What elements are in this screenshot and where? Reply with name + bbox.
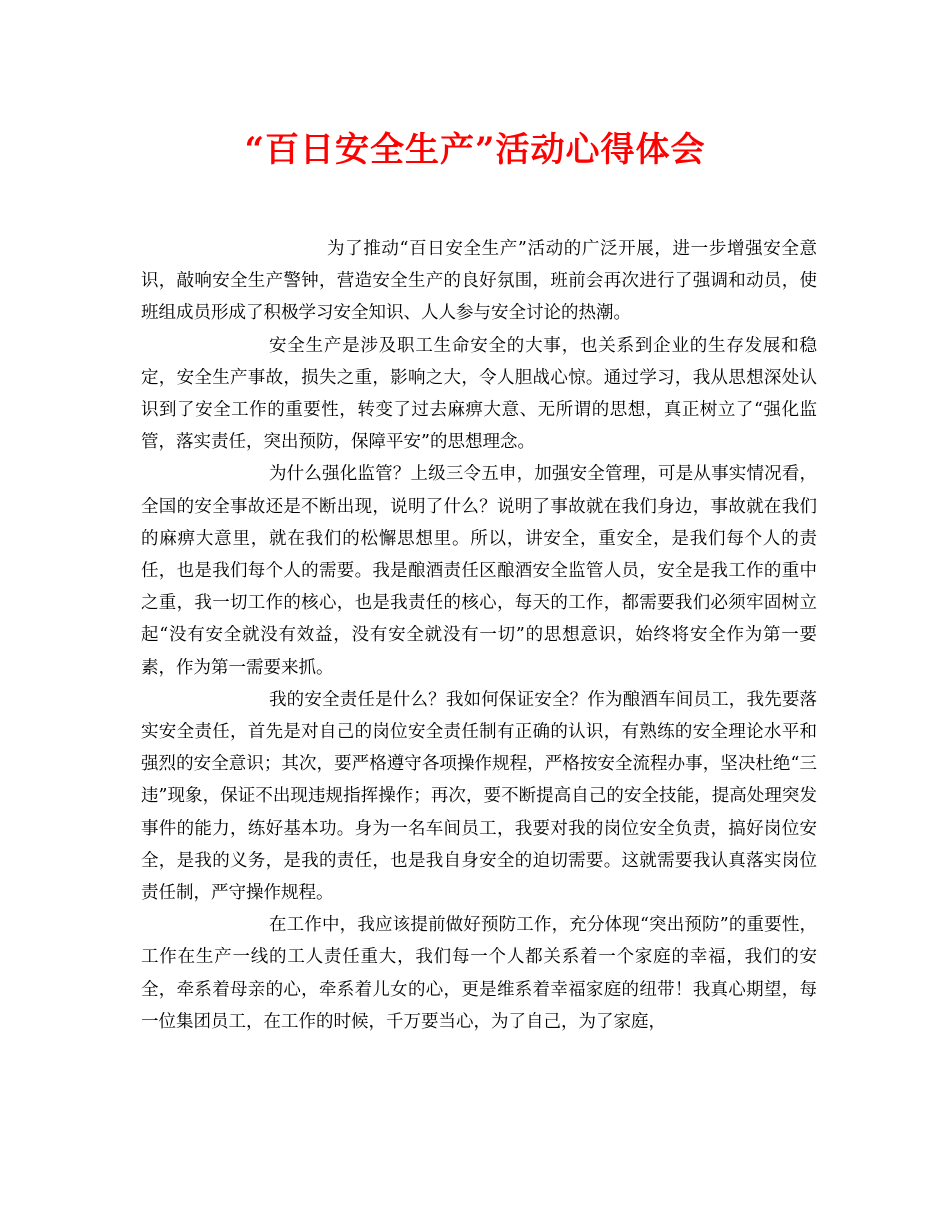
document-title: “百日安全生产”活动心得体会 [244,130,706,170]
document-body [141,233,817,1038]
paragraph-3: 为什么强化监管？上级三令五申，加强安全管理，可是从事实情况看，全国的安全事故还是不断出现，说明了什么？说明了事故就在我们身边，事故就在我们的麻痹大意里，就在我们的松懈思想里。所以，讲安全，重安全，是我们每个人的责任，也是我们每个人的需要。我是酿酒责任区酿酒安全监管人员，安全是我工作的重中之重，我一切工作的核心，也是我责任的核心，每天的工作，都需要我们必须牢固树立起“没有安全就没有效益，没有安全就没有一切”的思想意识，始终将安全作为第一要素，作为第一需要来抓。 [141,464,817,678]
paragraph-2: 安全生产是涉及职工生命安全的大事，也关系到企业的生存发展和稳定，安全生产事故，损失之重，影响之大，令人胆战心惊。通过学习，我从思想深处认识到了安全工作的重要性，转变了过去麻痹大意、无所谓的思想，真正树立了“强化监管，落实责任，突出预防，保障平安”的思想理念。 [141,335,817,453]
paragraph-1: 为了推动“百日安全生产”活动的广泛开展，进一步增强安全意识，敲响安全生产警钟，营造安全生产的良好氛围，班前会再次进行了强调和动员，使班组成员形成了积极学习安全知识、人人参与安全讨论的热潮。 [141,239,817,324]
paragraph-5: 在工作中，我应该提前做好预防工作，充分体现“突出预防”的重要性，工作在生产一线的工人责任重大，我们每一个人都关系着一个家庭的幸福，我们的安全，牵系着母亲的心，牵系着儿女的心，更是维系着幸福家庭的纽带！我真心期望，每一位集团员工，在工作的时候，千万要当心，为了自己，为了家庭， [141,915,817,1032]
paragraph-4: 我的安全责任是什么？我如何保证安全？作为酿酒车间员工，我先要落实安全责任，首先是对自己的岗位安全责任制有正确的认识，有熟练的安全理论水平和强烈的安全意识；其次，要严格遵守各项操作规程，严格按安全流程办事，坚决杜绝“三违”现象，保证不出现违规指挥操作；再次，要不断提高自己的安全技能，提高处理突发事件的能力，练好基本功。身为一名车间员工，我要对我的岗位安全负责，搞好岗位安全，是我的义务，是我的责任，也是我自身安全的迫切需要。这就需要我认真落实岗位责任制，严守操作规程。 [141,689,817,904]
